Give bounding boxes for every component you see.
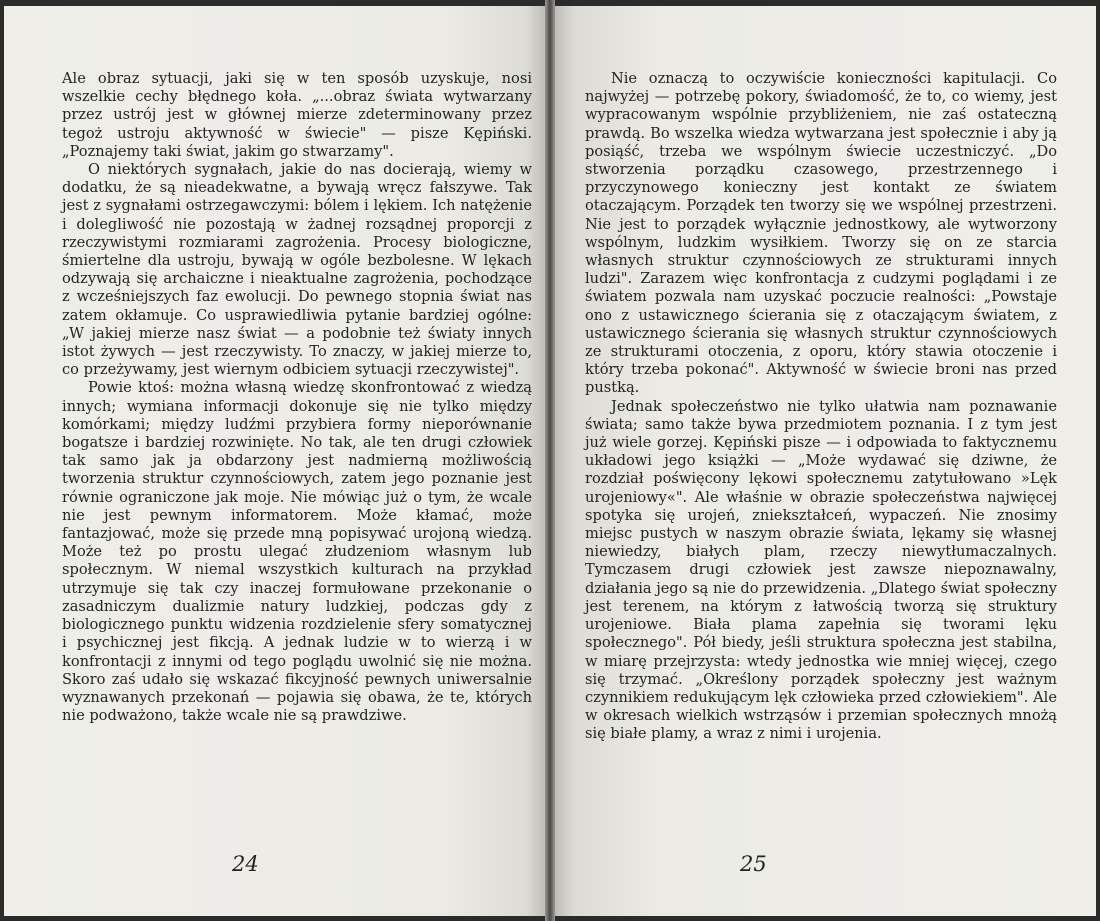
book-gutter xyxy=(545,0,555,921)
left-page xyxy=(4,6,548,916)
page-number: 25 xyxy=(740,852,767,876)
paragraph: Powie ktoś: można własną wiedzę skonfrontować z wiedzą innych; wymiana informacji dokonuje się nie tylko między komórkami; między ludźmi przybiera formy nieporównanie bogatsze i bardziej rozwinięte. No tak, ale ten drugi człowiek tak samo jak ja obdarzony jest nadmierną możliwością tworzenia struktur czynnościowych, zatem jego poznanie jest równie ograniczone jak moje. Nie mówiąc już o tym, że wcale nie jest pewnym informatorem. Może kłamać, może fantazjować, może się przede mną popisywać urojoną wiedzą. Może też po prostu ulegać złudzeniom własnym lub społecznym. W niemal wszystkich kulturach na przykład utrzymuje się tak czy inaczej formułowane przekonanie o zasadniczym dualizmie natury ludzkiej, podczas gdy z biologicznego punktu widzenia rozdzielenie sfery somatycznej i psychicznej jest fikcją. A jednak ludzie w to wierzą i w konfrontacji z innymi od tego poglądu uwolnić się nie można. Skoro zaś udało się wskazać fikcyjność pewnych uniwersalnie wyznawanych przekonań — pojawia się obawa, że te, których nie podważono, także wcale nie są prawdziwe. xyxy=(62,379,532,725)
right-page xyxy=(552,6,1096,916)
paragraph: Ale obraz sytuacji, jaki się w ten sposób uzyskuje, nosi wszelkie cechy błędnego koła. „...obraz świata wytwarzany przez ustrój jest w głównej mierze zdeterminowany przez tegoż ustroju aktywność w świecie" — pisze Kępiński. „Poznajemy taki świat, jakim go stwarzamy". xyxy=(62,70,532,160)
paragraph: Nie oznaczą to oczywiście konieczności kapitulacji. Co najwyżej — potrzebę pokory, świadomość, że to, co wiemy, jest wypracowanym wspólnie przybliżeniem, nie zaś ostateczną prawdą. Bo wszelka wiedza wytwarzana jest społecznie i aby ją posiąść, trzeba we wspólnym świecie uczestniczyć. „Do stworzenia porządku czasowego, przestrzennego i przyczynowego konieczny jest kontakt ze światem otaczającym. Porządek ten tworzy się we wspólnej przestrzeni. Nie jest to porządek wyłącznie jednostkowy, ale wytworzony wspólnym, ludzkim wysiłkiem. Tworzy się on ze starcia własnych struktur czynnościowych ze strukturami innych ludzi". Zarazem więc konfrontacja z cudzymi poglądami i ze światem pozwala nam uzyskać poczucie realności: „Powstaje ono z ustawicznego ścierania się z otaczającym światem, z ustawicznego ścierania się własnych struktur czynnościowych ze strukturami otoczenia, z oporu, który stawia otoczenie i który trzeba pokonać". Aktywność w świecie broni nas przed pustką. xyxy=(585,70,1057,397)
paragraph: Jednak społeczeństwo nie tylko ułatwia nam poznawanie świata; samo także bywa przedmiotem poznania. I z tym jest już wiele gorzej. Kępiński pisze — i odpowiada to faktycznemu układowi jego książki — „Może wydawać się dziwne, że rozdział poświęcony lękowi społecznemu zatytułowano »Lęk urojeniowy«". Ale właśnie w obrazie społeczeństwa najwięcej spotyka się urojeń, zniekształceń, wypaczeń. Nie znosimy miejsc pustych w naszym obrazie świata, lękamy się własnej niewiedzy, białych plam, rzeczy niewytłumaczalnych. Tymczasem drugi człowiek jest zawsze niepoznawalny, działania jego są nie do przewidzenia. „Dlatego świat społeczny jest terenem, na którym z łatwością tworzą się struktury urojeniowe. Biała plama zapełnia się tworami lęku społecznego". Pół biedy, jeśli struktura społeczna jest stabilna, w miarę przejrzysta: wtedy jednostka wie mniej więcej, czego się trzymać. „Określony porządek społeczny jest ważnym czynnikiem redukującym lęk człowieka przed człowiekiem". Ale w okresach wielkich wstrząsów i przemian społecznych mnożą się białe plamy, a wraz z nimi i urojenia. xyxy=(585,397,1057,743)
page-number: 24 xyxy=(232,852,259,876)
right-page-text xyxy=(585,70,1057,744)
paragraph: O niektórych sygnałach, jakie do nas docierają, wiemy w dodatku, że są nieadekwatne, a bywają wręcz fałszywe. Tak jest z sygnałami ostrzegawczymi: bólem i lękiem. Ich natężenie i dolegliwość nie pozostają w żadnej rozsądnej proporcji z rzeczywistymi rozmiarami zagrożenia. Procesy biologiczne, śmiertelne dla ustroju, bywają w ogóle bezbolesne. W lękach odzywają się archaiczne i nieaktualne zagrożenia, pochodzące z wcześniejszych faz ewolucji. Do pewnego stopnia świat nas zatem okłamuje. Co usprawiedliwia pytanie bardziej ogólne: „W jakiej mierze nasz świat — a podobnie też światy innych istot żywych — jest rzeczywisty. To znaczy, w jakiej mierze to, co przeżywamy, jest wiernym odbiciem sytuacji rzeczywistej". xyxy=(62,161,532,379)
left-page-text xyxy=(62,70,532,725)
